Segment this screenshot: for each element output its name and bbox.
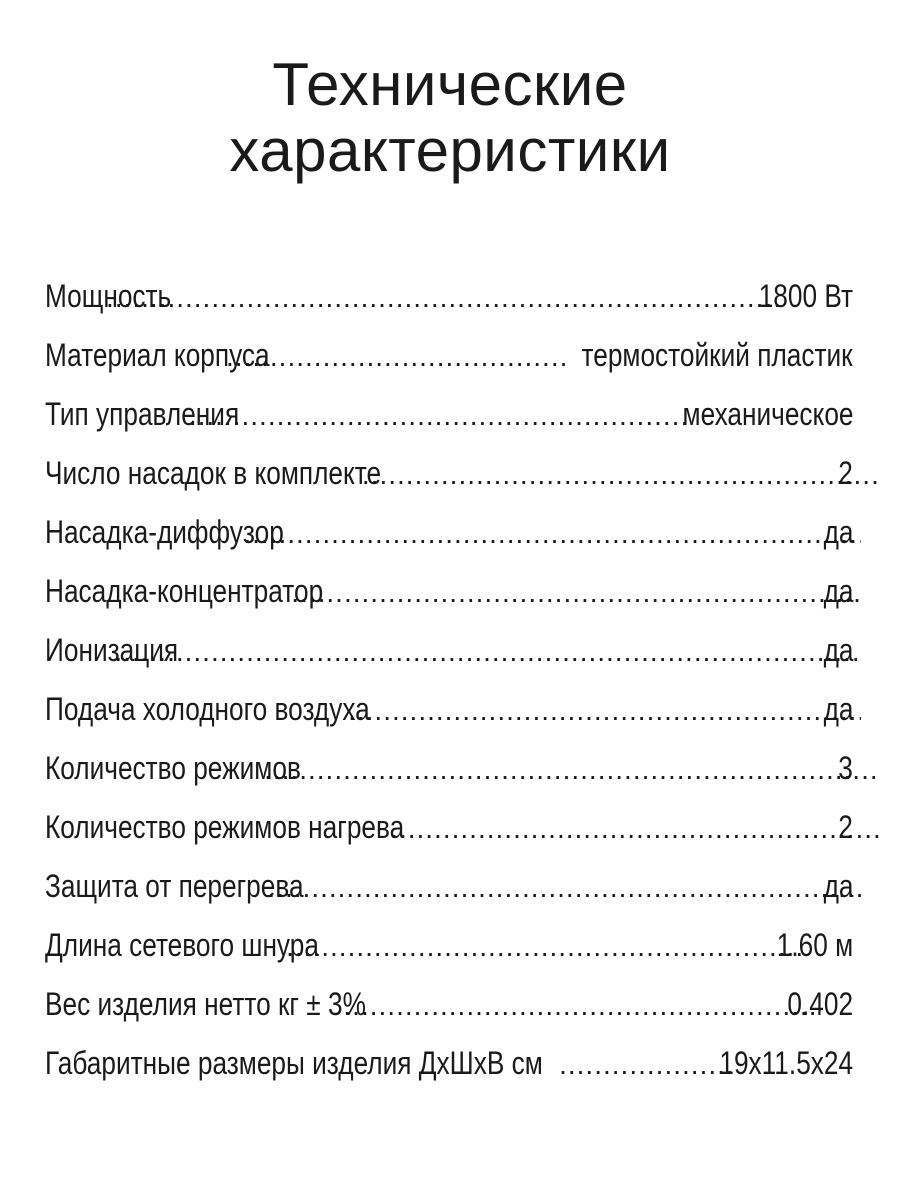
- spec-value: 19x11.5x24: [719, 1045, 853, 1081]
- page-title: [0, 52, 900, 184]
- spec-label: Габаритные размеры изделия ДхШхВ см: [45, 1045, 543, 1081]
- spec-row-ionization: [45, 621, 853, 680]
- spec-label: Мощность: [45, 278, 172, 314]
- dot-leader: [243, 504, 861, 563]
- spec-row-body-material: [45, 326, 853, 385]
- spec-row-diffuser: [45, 503, 853, 562]
- dot-leader: [106, 268, 782, 327]
- spec-label: Тип управления: [45, 396, 240, 432]
- spec-label: Вес изделия нетто кг ± 3%: [45, 986, 366, 1022]
- spec-row-cold-air: [45, 680, 853, 739]
- dot-leader: [348, 681, 861, 740]
- dot-leader: [559, 1035, 734, 1094]
- spec-row-attachments-count: [45, 444, 853, 503]
- dot-leader: [291, 563, 861, 622]
- spec-label: Длина сетевого шнура: [45, 927, 319, 963]
- spec-value: да: [823, 691, 853, 727]
- dot-leader: [390, 799, 880, 858]
- spec-row-cord-length: [45, 916, 853, 975]
- page-title-line-2: характеристики: [229, 117, 671, 184]
- spec-value: 2: [838, 455, 853, 491]
- spec-label: Количество режимов нагрева: [45, 809, 405, 845]
- spec-value: 0.402: [787, 986, 853, 1022]
- spec-value: 1800 Вт: [758, 278, 853, 314]
- dot-leader: [114, 622, 861, 681]
- spec-label: Насадка-диффузор: [45, 514, 284, 550]
- spec-row-net-weight: [45, 975, 853, 1034]
- spec-value: 3: [838, 750, 853, 786]
- dot-leader: [264, 740, 880, 799]
- spec-value: да: [823, 868, 853, 904]
- spec-label: Количество режимов: [45, 750, 301, 786]
- spec-row-heat-modes-count: [45, 798, 853, 857]
- dot-leader: [267, 858, 861, 917]
- spec-label: Защита от перегрева: [45, 868, 304, 904]
- dot-leader: [286, 917, 804, 976]
- dot-leader: [189, 386, 689, 445]
- spec-value: 2: [838, 809, 853, 845]
- spec-value: 1.60 м: [776, 927, 853, 963]
- page-title-line-1: Технические: [272, 51, 628, 118]
- dot-leader: [226, 327, 567, 386]
- spec-value: да: [823, 514, 853, 550]
- spec-label: Число насадок в комплекте: [45, 455, 382, 491]
- spec-label: Насадка-концентратор: [45, 573, 324, 609]
- dot-leader: [362, 445, 880, 504]
- dot-leader: [343, 976, 817, 1035]
- spec-row-dimensions: [45, 1034, 853, 1093]
- spec-row-overheat-protection: [45, 857, 853, 916]
- spec-row-control-type: [45, 385, 853, 444]
- spec-row-modes-count: [45, 739, 853, 798]
- spec-label: Ионизация: [45, 632, 179, 668]
- spec-value: да: [823, 573, 853, 609]
- spec-label: Материал корпуса: [45, 337, 270, 373]
- spec-value: термостойкий пластик: [581, 337, 853, 373]
- spec-value: да: [823, 632, 853, 668]
- spec-row-concentrator: [45, 562, 853, 621]
- spec-row-power: [45, 267, 853, 326]
- spec-list: [45, 267, 853, 1093]
- spec-value: механическое: [682, 396, 853, 432]
- spec-label: Подача холодного воздуха: [45, 691, 370, 727]
